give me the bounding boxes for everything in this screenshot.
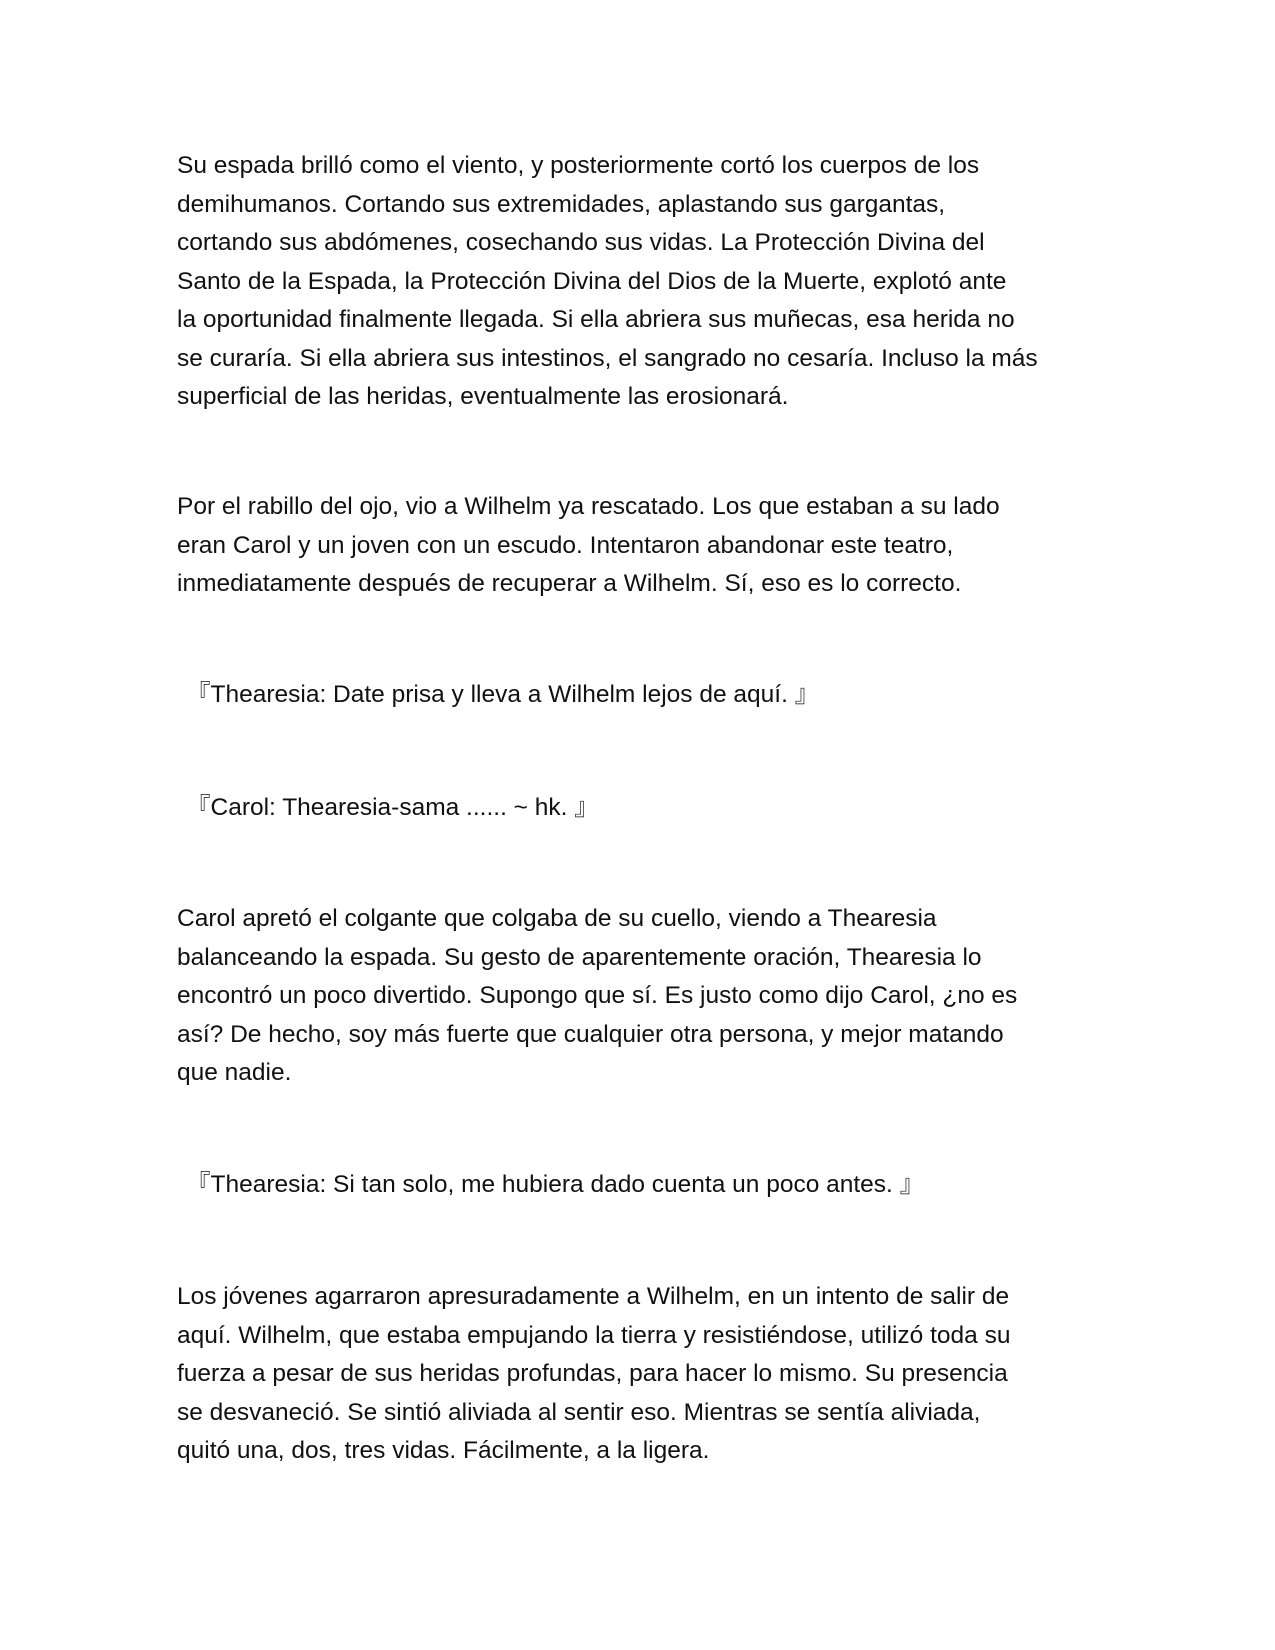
paragraph [177, 1278, 1107, 1471]
text-line: fuerza a pesar de sus heridas profundas, para hacer lo mismo. Su presencia [177, 1360, 1008, 1387]
text-line: inmediatamente después de recuperar a Wilhelm. Sí, eso es lo correcto. [177, 570, 962, 597]
text-line: Por el rabillo del ojo, vio a Wilhelm ya rescatado. Los que estaban a su lado [177, 493, 1000, 520]
text-line: balanceando la espada. Su gesto de aparentemente oración, Thearesia lo [177, 943, 982, 971]
text-line: la oportunidad finalmente llegada. Si ella abriera sus muñecas, esa herida no [177, 306, 1015, 333]
text-line: encontró un poco divertido. Supongo que sí. Es justo como dijo Carol, ¿no es [177, 982, 1018, 1009]
text-line: así? De hecho, soy más fuerte que cualquier otra persona, y mejor matando [177, 1020, 1004, 1048]
dialogue-line [186, 1166, 1116, 1205]
paragraph [177, 488, 1107, 604]
dialogue-line [186, 676, 1116, 715]
text-line: Carol apretó el colgante que colgaba de su cuello, viendo a Thearesia [177, 905, 937, 932]
text-line: 『Thearesia: Si tan solo, me hubiera dado cuenta un poco antes. 』 [186, 1171, 925, 1198]
text-line: quitó una, dos, tres vidas. Fácilmente, a la ligera. [177, 1437, 710, 1464]
text-line: aquí. Wilhelm, que estaba empujando la tierra y resistiéndose, utilizó toda su [177, 1321, 1011, 1349]
text-line: que nadie. [177, 1059, 292, 1086]
text-line: Santo de la Espada, la Protección Divina del Dios de la Muerte, explotó ante [177, 267, 1007, 295]
text-line: Su espada brilló como el viento, y posteriormente cortó los cuerpos de los [177, 152, 980, 179]
text-line: 『Carol: Thearesia-sama ...... ~ hk. 』 [186, 794, 599, 821]
paragraph [177, 900, 1107, 1093]
text-line: demihumanos. Cortando sus extremidades, aplastando sus gargantas, [177, 190, 946, 218]
dialogue-line [186, 789, 1116, 828]
text-line: eran Carol y un joven con un escudo. Intentaron abandonar este teatro, [177, 531, 954, 559]
text-line: Los jóvenes agarraron apresuradamente a Wilhelm, en un intento de salir de [177, 1283, 1010, 1310]
text-line: superficial de las heridas, eventualmente las erosionará. [177, 383, 789, 410]
paragraph [177, 147, 1107, 417]
text-line: cortando sus abdómenes, cosechando sus vidas. La Protección Divina del [177, 229, 985, 256]
text-line: 『Thearesia: Date prisa y lleva a Wilhelm lejos de aquí. 』 [186, 681, 820, 708]
text-line: se curaría. Si ella abriera sus intestinos, el sangrado no cesaría. Incluso la más [177, 344, 1038, 372]
text-line: se desvaneció. Se sintió aliviada al sentir eso. Mientras se sentía aliviada, [177, 1398, 981, 1426]
